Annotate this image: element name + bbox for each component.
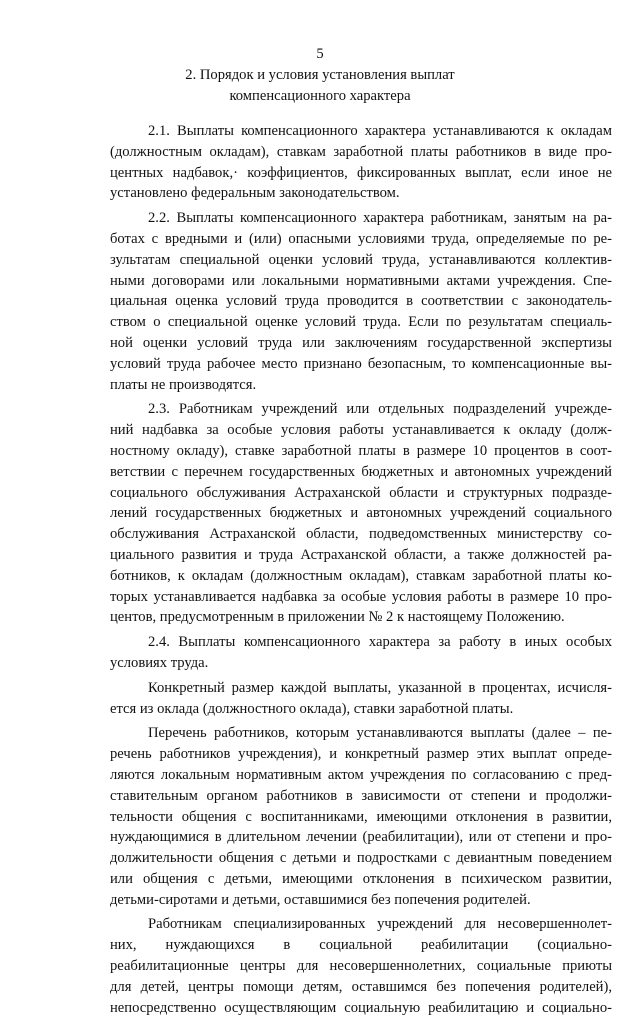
text-line: (должностным окладам), ставкам заработной платы работников в виде про- <box>110 143 612 160</box>
text-line: реабилитационные центры для несовершеннолетних, социальные приюты <box>110 958 612 975</box>
text-line: торых устанавливается надбавка за особые условия работы в размере 10 про- <box>110 588 612 605</box>
text-line: Конкретный размер каждой выплаты, указанной в процентах, исчисля- <box>148 679 612 696</box>
text-line: ветствии с перечнем государственных бюджетных и автономных учреждений <box>110 463 612 480</box>
text-line: 2.1. Выплаты компенсационного характера устанавливаются к окладам <box>148 123 612 139</box>
text-line: 2.2. Выплаты компенсационного характера работникам, занятым на ра- <box>148 210 612 227</box>
page-number: 5 <box>316 46 324 62</box>
text-line: циального развития и труда Астраханской области, а также должностей ра- <box>110 546 612 563</box>
text-line: ляются локальным нормативным актом учреждения по согласованию с пред- <box>110 766 612 783</box>
text-line: Перечень работников, которым устанавливаются выплаты (далее – пе- <box>148 725 612 742</box>
text-line: должительности общения с детьми и подростками с девиантным поведением <box>110 850 612 867</box>
document-body <box>110 121 612 1018</box>
section-title-line: компенсационного характера <box>229 88 411 104</box>
text-line: или общения с детьми, имеющими отклонения в психическом развитии, <box>110 870 612 887</box>
text-line: центных надбавок,· коэффициентов, фиксированных выплат, если иное не <box>110 164 612 181</box>
text-line: детьми-сиротами и детьми, оставшимися без попечения родителей. <box>110 891 531 908</box>
paragraph-p2-2 <box>110 208 612 395</box>
section-title-line: 2. Порядок и условия установления выплат <box>185 67 455 83</box>
paragraph-p-size <box>110 678 612 720</box>
text-line: ностному окладу), ставке заработной платы в размере 10 процентов в соот- <box>110 442 612 459</box>
text-line: установлено федеральным законодательством. <box>110 185 400 202</box>
text-line: 2.3. Работникам учреждений или отдельных подразделений учрежде- <box>148 401 612 418</box>
text-line: ной оценки условий труда или заключениям государственной экспертизы <box>110 334 612 351</box>
text-line: для детей, центры помощи детям, оставшимся без попечения родителей), <box>110 978 612 995</box>
section-title <box>0 65 640 107</box>
text-line: Работникам специализированных учреждений для несовершеннолет- <box>148 916 612 933</box>
paragraph-p-list <box>110 723 612 910</box>
text-line: ботах с вредными и (или) опасными условиями труда, определяемые по ре- <box>110 230 612 247</box>
text-line: нуждающимися в длительном лечении (реабилитации), или от степени и про- <box>110 829 612 846</box>
text-line: ний надбавка за особые условия работы устанавливается к окладу (долж- <box>110 422 612 439</box>
text-line: ботников, к окладам (должностным окладам), ставкам заработной платы ко- <box>110 567 612 584</box>
text-line: них, нуждающихся в социальной реабилитации (социально- <box>110 937 612 954</box>
text-line: условий труда рабочее место признано безопасным, то компенсационные вы- <box>110 355 612 372</box>
paragraph-p2-3 <box>110 399 612 628</box>
text-line: центов, предусмотренным в приложении № 2 к настоящему Положению. <box>110 609 565 626</box>
text-line: платы не производятся. <box>110 376 257 393</box>
text-line: циальная оценка условий труда проводится в соответствии с законодатель- <box>110 293 612 310</box>
paragraph-p2-1 <box>110 121 612 204</box>
text-line: тельности общения с воспитанниками, имеющими отклонения в развитии, <box>110 808 612 825</box>
text-line: 2.4. Выплаты компенсационного характера за работу в иных особых <box>148 634 612 651</box>
text-line: лений государственных бюджетных и автономных учреждений социального <box>110 505 612 522</box>
text-line: социального обслуживания Астраханской области и структурных подразде- <box>110 484 612 501</box>
text-line: ством о специальной оценке условий труда. Если по результатам специаль- <box>110 314 612 331</box>
text-line: ными договорами или локальными нормативными актами учреждения. Спе- <box>110 272 612 289</box>
text-line: обслуживания Астраханской области, подведомственных министерству со- <box>110 526 612 543</box>
text-line: ется из оклада (должностного оклада), ставки заработной платы. <box>110 700 514 717</box>
paragraph-p-spec <box>110 914 612 1018</box>
text-line: условиях труда. <box>110 654 209 671</box>
paragraph-p2-4 <box>110 632 612 674</box>
text-line: речень работников учреждения), и конкретный размер этих выплат опреде- <box>110 746 612 763</box>
text-line: ставительным органом работников в зависимости от степени и продолжи- <box>110 787 612 804</box>
text-line: непосредственно осуществляющим социальную реабилитацию и социально- <box>110 999 612 1016</box>
text-line: зультатам специальной оценки условий труда, устанавливаются коллектив- <box>110 251 612 268</box>
